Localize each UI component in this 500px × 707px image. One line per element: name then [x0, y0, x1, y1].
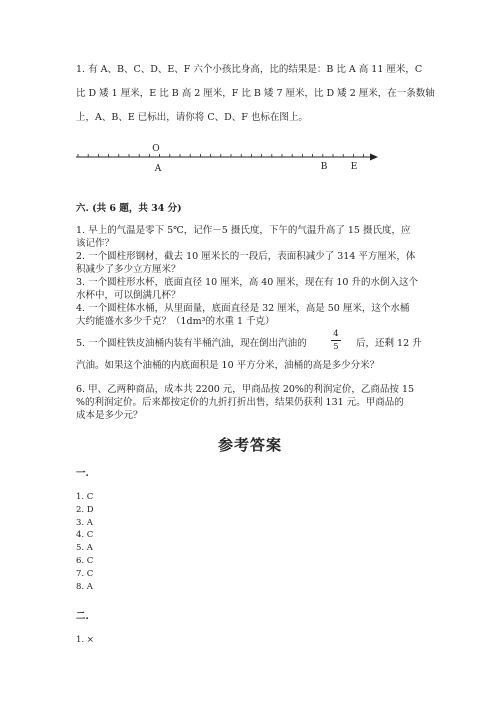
number-line [70, 140, 380, 176]
problem-6-line-3: 成本是多少元？ [76, 410, 143, 421]
problem-3-line-1: 3. 一个圆柱形水杯，底面直径 10 厘米，高 40 厘米，现在有 10 升的水倒入这个 [76, 277, 418, 288]
section-6-heading: 六. (共 6 题，共 34 分) [76, 203, 182, 214]
point-a-label: A [154, 164, 162, 174]
problem-5-line-2: 汽油。如果这个油桶的内底面积是 10 平方分米，油桶的高是多少分米？ [76, 360, 380, 371]
answer-item: 8. A [76, 581, 93, 592]
problem-2-line-2: 积减少了多少立方厘米？ [76, 264, 181, 275]
fraction-denominator: 5 [333, 342, 339, 352]
answer-item: 7. C [76, 568, 94, 579]
problem-6-line-1: 6. 甲、乙两种商品，成本共 2200 元，甲商品按 20%的利润定价，乙商品按 15 [76, 384, 415, 395]
problem-3-line-2: 水杯中，可以倒满几杯？ [76, 290, 181, 301]
q1-line-3: 上，A、B、E 已标出，请你将 C、D、F 也标在图上。 [76, 112, 308, 123]
answer-item: 1. C [76, 492, 94, 502]
answers-part-2-heading: 二. [76, 611, 89, 622]
problem-1-line-2: 该记作？ [76, 238, 115, 249]
problem-4-line-1: 4. 一个圆柱体水桶，从里面量，底面直径是 32 厘米，高是 50 厘米，这个水桶 [76, 303, 410, 314]
problem-2-line-1: 2. 一个圆柱形钢材，截去 10 厘米长的一段后，表面积减少了 314 平方厘米，体 [76, 251, 416, 262]
answer-item: 2. D [76, 504, 94, 515]
answers-part-1-heading: 一. [76, 468, 89, 479]
q1-line-2: 比 D 矮 1 厘米，E 比 B 高 2 厘米，F 比 B 矮 7 厘米，比 D 矮 2 厘米，在一条数轴 [76, 88, 435, 99]
point-e-label: E [350, 162, 358, 172]
answer-item: 6. C [76, 555, 94, 566]
fraction-four-fifths [330, 329, 342, 352]
problem-5-line-1-after: 后，还剩 12 升 [356, 338, 422, 349]
point-b-label: B [320, 162, 328, 172]
fraction-bar [331, 340, 341, 341]
answer-item: 5. A [76, 543, 93, 554]
answer-item: 1. × [76, 635, 94, 645]
problem-6-line-2: %的利润定价。后来都按定价的九折打折出售，结果仍获利 131 元。甲商品的 [76, 397, 404, 408]
problem-4-line-2: 大约能盛水多少千克？（1dm³的水重 1 千克） [76, 316, 275, 327]
fraction-numerator: 4 [333, 329, 339, 339]
problem-1-line-1: 1. 早上的气温是零下 5℃，记作－5 摄氏度，下午的气温升高了 15 摄氏度，应 [76, 225, 411, 236]
origin-label: O [152, 144, 160, 154]
problem-5-line-1-before: 5. 一个圆柱铁皮油桶内装有半桶汽油，现在倒出汽油的 [76, 338, 307, 349]
answer-item: 4. C [76, 530, 94, 541]
answers-title: 参考答案 [217, 436, 282, 454]
answer-item: 3. A [76, 517, 93, 528]
answers-part-1-list [76, 491, 94, 593]
q1-line-1: 1. 有 A、B、C、D、E、F 六个小孩比身高，比的结果是：B 比 A 高 11 厘米，C [76, 64, 423, 75]
